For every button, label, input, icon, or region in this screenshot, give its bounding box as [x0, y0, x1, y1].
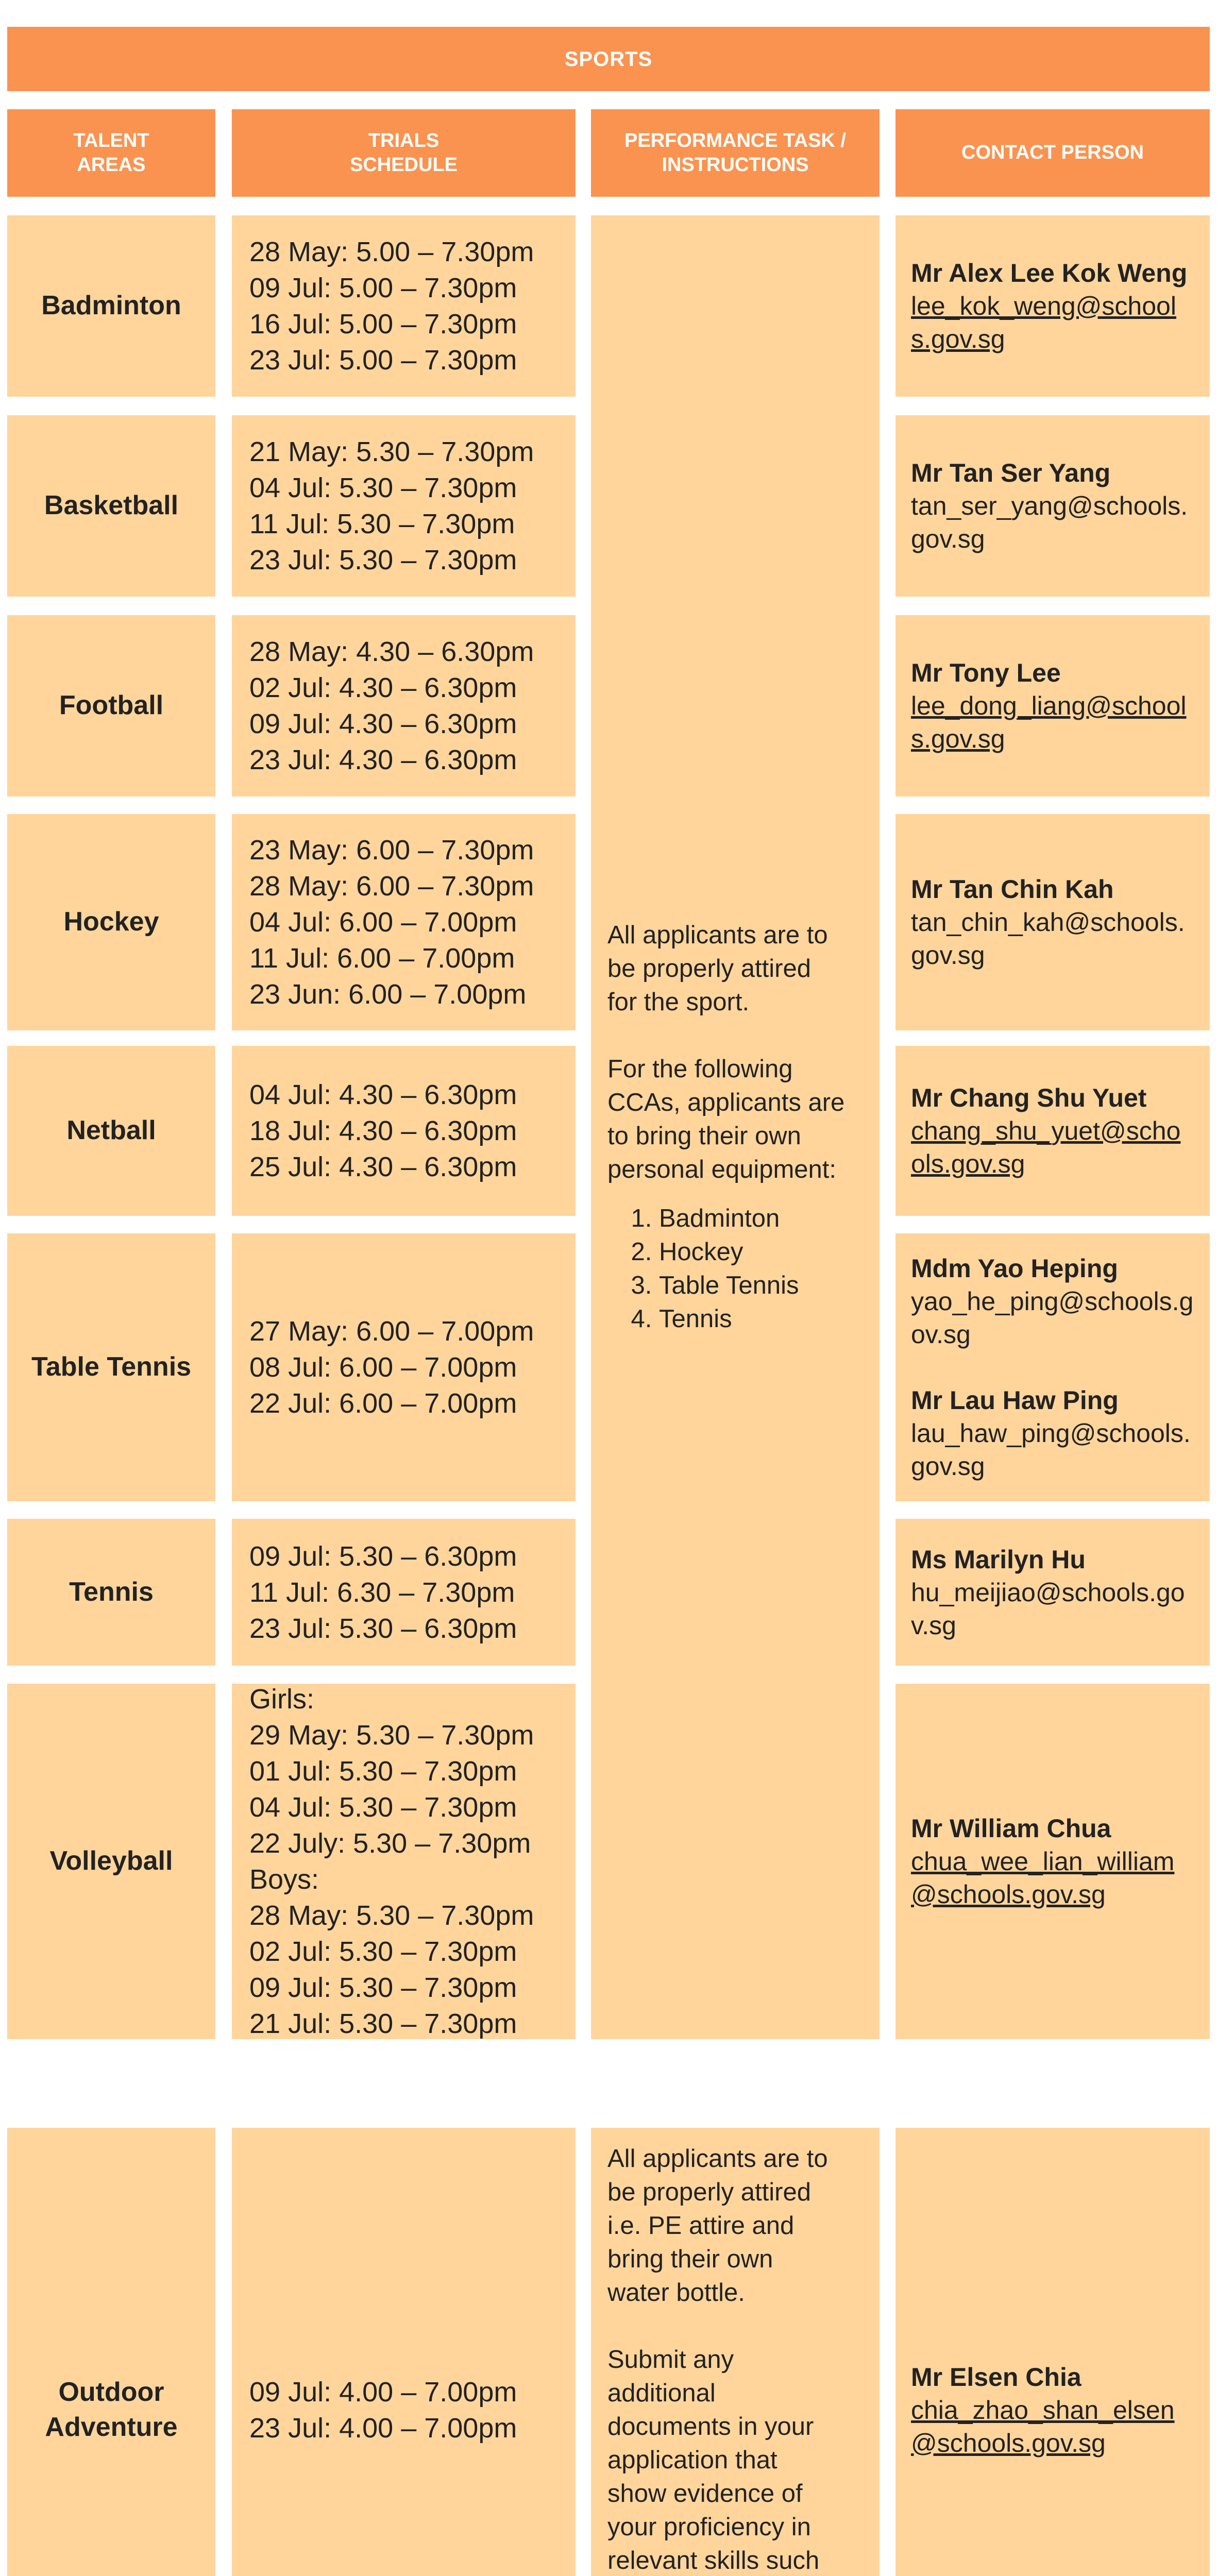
schedule-line: 28 May: 4.30 – 6.30pm — [249, 636, 534, 667]
contact-email-link[interactable]: chang_shu_yuet@schools.gov.sg — [911, 1116, 1181, 1178]
schedule-line: 28 May: 5.00 – 7.30pm — [249, 236, 534, 267]
contact-email-link[interactable]: lee_dong_liang@schools.gov.sg — [911, 691, 1187, 753]
schedule-line: 23 May: 6.00 – 7.30pm — [249, 835, 534, 866]
schedule-line: 09 Jul: 5.30 – 6.30pm — [249, 1540, 517, 1572]
trials-schedule-tennis — [232, 1519, 576, 1666]
contact-netball — [895, 1046, 1210, 1216]
schedule-line: 21 Jul: 5.30 – 7.30pm — [249, 2008, 517, 2039]
contact-football — [895, 615, 1210, 796]
schedule-line: 04 Jul: 4.30 – 6.30pm — [249, 1079, 517, 1110]
perf-equipment: For the following CCAs, applicants are to bring their own personal equipment: — [607, 1055, 845, 1183]
trials-schedule-table-tennis — [232, 1233, 576, 1501]
performance-sports-instructions — [591, 215, 880, 2039]
contact-email-link[interactable]: lee_kok_weng@schools.gov.sg — [911, 292, 1176, 353]
schedule-line: 04 Jul: 5.30 – 7.30pm — [249, 1792, 517, 1823]
perf-intro: All applicants are to be properly attired for the sport. — [607, 921, 828, 1016]
performance-outdoor-instructions — [591, 2128, 880, 2576]
schedule-line: 16 Jul: 5.00 – 7.30pm — [249, 309, 517, 340]
schedule-line: 23 Jul: 5.30 – 6.30pm — [249, 1613, 517, 1644]
schedule-line: 23 Jul: 4.30 – 6.30pm — [249, 744, 517, 775]
header-performance-task: PERFORMANCE TASK / INSTRUCTIONS — [591, 109, 880, 197]
contact-email-link[interactable]: chua_wee_lian_william@schools.gov.sg — [911, 1847, 1175, 1909]
contact-outdoor-adventure — [895, 2128, 1210, 2576]
contact-volleyball — [895, 1684, 1210, 2039]
talent-area-volleyball: Volleyball — [7, 1684, 215, 2039]
header-trials-schedule: TRIALS SCHEDULE — [232, 109, 576, 197]
talent-area-netball: Netball — [7, 1046, 215, 1216]
header-talent-areas: TALENT AREAS — [7, 109, 215, 197]
schedule-line: 21 May: 5.30 – 7.30pm — [249, 436, 534, 467]
schedule-line: 23 Jun: 6.00 – 7.00pm — [249, 979, 527, 1010]
schedule-line: 23 Jul: 5.00 – 7.30pm — [249, 345, 517, 376]
contact-name: Mr Lau Haw Ping — [911, 1386, 1119, 1415]
schedule-line: 22 July: 5.30 – 7.30pm — [249, 1828, 531, 1859]
schedule-line: 11 Jul: 6.00 – 7.00pm — [249, 943, 515, 974]
schedule-line: 09 Jul: 4.30 – 6.30pm — [249, 708, 517, 739]
equipment-item: 1. Badminton — [659, 1202, 863, 1235]
equipment-list — [607, 1202, 863, 1336]
trials-schedule-basketball — [232, 415, 576, 597]
contact-name: Mdm Yao Heping — [911, 1254, 1118, 1283]
talent-area-table-tennis: Table Tennis — [7, 1233, 215, 1501]
perf-outdoor-text: All applicants are to be properly attired i.e. PE attire and bring their own water bottle. Submit any additional documents in your application that show evidence of your proficiency in relevant skills such — [607, 2145, 828, 2574]
schedule-line: 18 Jul: 4.30 – 6.30pm — [249, 1115, 517, 1146]
contact-email-link[interactable]: lau_haw_ping@schools.gov.sg — [911, 1419, 1191, 1481]
contact-email-link[interactable]: yao_he_ping@schools.gov.sg — [911, 1287, 1194, 1349]
schedule-line: 01 Jul: 5.30 – 7.30pm — [249, 1756, 517, 1787]
schedule-line: 11 Jul: 6.30 – 7.30pm — [249, 1577, 515, 1608]
schedule-line: 28 May: 6.00 – 7.30pm — [249, 871, 534, 902]
schedule-line: Boys: — [249, 1864, 319, 1895]
contact-email-link[interactable]: tan_chin_kah@schools.gov.sg — [911, 908, 1185, 970]
header-contact-person: CONTACT PERSON — [895, 109, 1210, 197]
schedule-line: Girls: — [249, 1684, 314, 1715]
contact-basketball — [895, 415, 1210, 597]
schedule-line: 08 Jul: 6.00 – 7.00pm — [249, 1352, 517, 1383]
trials-schedule-netball — [232, 1046, 576, 1216]
talent-area-hockey: Hockey — [7, 814, 215, 1030]
schedule-line: 23 Jul: 5.30 – 7.30pm — [249, 545, 517, 575]
talent-area-badminton: Badminton — [7, 215, 215, 397]
trials-schedule-badminton — [232, 215, 576, 397]
schedule-line: 25 Jul: 4.30 – 6.30pm — [249, 1151, 517, 1182]
contact-name: Mr Tan Ser Yang — [911, 459, 1111, 487]
contact-tennis — [895, 1519, 1210, 1666]
contact-name: Mr Tony Lee — [911, 658, 1061, 687]
schedule-line: 27 May: 6.00 – 7.00pm — [249, 1316, 534, 1347]
contact-name: Mr Tan Chin Kah — [911, 875, 1114, 904]
trials-schedule-football — [232, 615, 576, 796]
schedule-line: 09 Jul: 5.30 – 7.30pm — [249, 1972, 517, 2003]
contact-email-link[interactable]: chia_zhao_shan_elsen@schools.gov.sg — [911, 2395, 1175, 2458]
talent-area-tennis: Tennis — [7, 1519, 215, 1666]
contact-name: Mr Alex Lee Kok Weng — [911, 259, 1188, 287]
contact-email-link[interactable]: hu_meijiao@schools.gov.sg — [911, 1578, 1185, 1640]
schedule-line: 09 Jul: 4.00 – 7.00pm — [249, 2376, 517, 2408]
section-title: SPORTS — [7, 27, 1210, 91]
equipment-item: 2. Hockey — [659, 1235, 863, 1269]
schedule-line: 04 Jul: 5.30 – 7.30pm — [249, 472, 517, 503]
trials-schedule-outdoor-adventure — [232, 2128, 576, 2576]
schedule-line: 11 Jul: 5.30 – 7.30pm — [249, 509, 515, 539]
talent-area-outdoor-adventure: Outdoor Adventure — [7, 2128, 215, 2576]
schedule-line: 02 Jul: 5.30 – 7.30pm — [249, 1936, 517, 1967]
contact-name: Mr Chang Shu Yuet — [911, 1083, 1147, 1112]
trials-schedule-hockey — [232, 814, 576, 1030]
contact-name: Mr Elsen Chia — [911, 2362, 1081, 2392]
contact-badminton — [895, 215, 1210, 397]
contact-name: Mr William Chua — [911, 1814, 1111, 1843]
equipment-item: 4. Tennis — [659, 1302, 863, 1336]
schedule-line: 28 May: 5.30 – 7.30pm — [249, 1900, 534, 1931]
schedule-line: 04 Jul: 6.00 – 7.00pm — [249, 907, 517, 938]
schedule-line: 23 Jul: 4.00 – 7.00pm — [249, 2412, 517, 2444]
schedule-line: 09 Jul: 5.00 – 7.30pm — [249, 273, 517, 303]
contact-name: Ms Marilyn Hu — [911, 1545, 1086, 1574]
trials-schedule-volleyball — [232, 1684, 576, 2039]
schedule-line: 02 Jul: 4.30 – 6.30pm — [249, 672, 517, 703]
equipment-item: 3. Table Tennis — [659, 1269, 863, 1302]
contact-hockey — [895, 814, 1210, 1030]
schedule-line: 22 Jul: 6.00 – 7.00pm — [249, 1388, 517, 1419]
contact-email-link[interactable]: tan_ser_yang@schools.gov.sg — [911, 492, 1188, 553]
talent-area-basketball: Basketball — [7, 415, 215, 597]
contact-table-tennis — [895, 1233, 1210, 1501]
talent-area-football: Football — [7, 615, 215, 796]
schedule-line: 29 May: 5.30 – 7.30pm — [249, 1720, 534, 1751]
